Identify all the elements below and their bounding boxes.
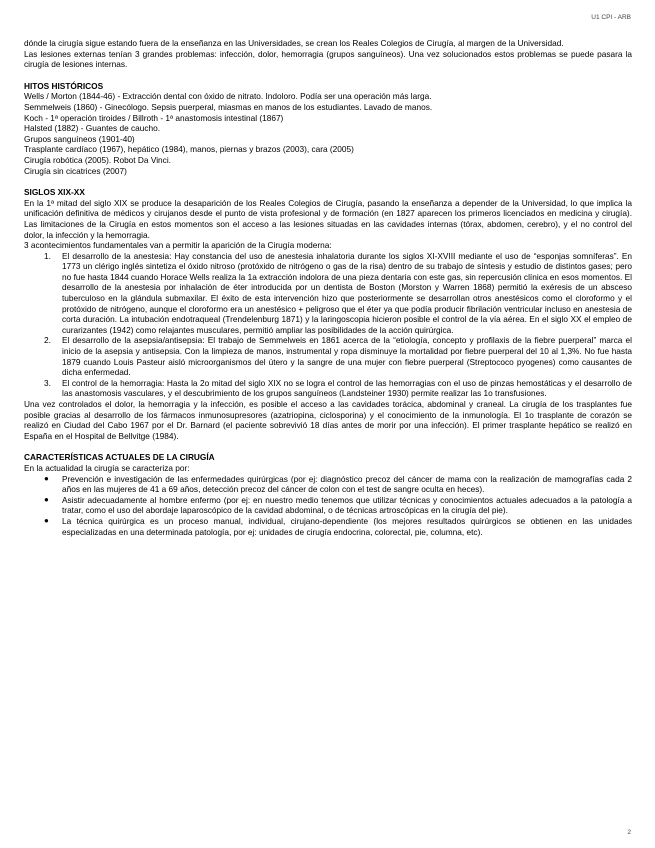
caracteristicas-lead: En la actualidad la cirugía se caracteriza por: — [24, 462, 190, 473]
bullet-icon: ● — [44, 494, 49, 504]
bullet-icon: ● — [44, 515, 49, 525]
list-item-text: El desarrollo de la anestesia: Hay constancia del uso de anestesia inhalatoria durante los siglos XI-XVIII mediante el uso de “esponjas somníferas”. En 1773 un clérigo inglés sintetiza el óxido nitroso (protóxido de nitrógeno o gas de la risa) dentro de su trabajo de síntesis y estudio de distintos gases; pero no fue hasta 1844 cuando Horace Wells realiza la 1a extracción indolora de una pieza dentaria con este gas, sin repercusión clínica en esos momentos. El desarrollo de la anestesia por inhalación de éter introducida por un dentista de Boston (Morston y Warren 1868) permitió la exéresis de un absceso tuberculoso en la glándula submaxilar. El éxito de esta intervención hizo que posteriormente se desarrollan otros anestésicos como el cloroformo y el protóxido de nitrógeno, aunque el cloroformo era un anestésico + peligroso que el éter ya que podía producir fibrilación ventricular incluso en anestesia de corta duración. La intubación endotraqueal (Trendelenburg 1871) y la laringoscopia hicieron posible el control de la vía aérea. En el siglo XX el empleo de curarizantes (1942) como relajantes musculares, permitió ampliar las posibilidades de la acción quirúrgica. — [62, 250, 632, 335]
hito-item: Cirugía sin cicatrices (2007) — [24, 165, 127, 176]
bullet-item — [24, 474, 632, 495]
siglos-paragraph: En la 1ª mitad del siglo XIX se produce la desaparición de los Reales Colegios de Cirugía, pasando la enseñanza a depender de la Universidad, lo que implica la unificación definitiva de médicos y cirujanos desde el punto de vista profesional y de formación (en 1827 aparecen los primeros licenciados en medicina y cirugía). Las limitaciones de la Cirugía en estos momentos son el acceso a las lesiones situadas en las cavidades internas (tórax, abdomen, cerebro), y el no control del dolor, la infección y la hemorragia. — [24, 197, 632, 240]
list-item-text: El control de la hemorragia: Hasta la 2o mitad del siglo XIX no se logra el control de las hemorragias con el uso de pinzas hemostáticas y el desarrollo de las anastomosis vasculares, y el descubrimiento de los grupos sanguíneos (Landsteiner 1930) permite realizar las 1o transfusiones. — [62, 377, 632, 399]
numbered-item — [24, 335, 632, 377]
hito-item: Grupos sanguíneos (1901-40) — [24, 133, 135, 144]
bullet-list — [24, 474, 632, 538]
bullet-item — [24, 516, 632, 537]
intro-paragraph-1: dónde la cirugía sigue estando fuera de la enseñanza en las Universidades, se crean los Reales Colegios de Cirugía, al margen de la Universidad. — [24, 38, 564, 48]
section-heading-caracteristicas: CARACTERÍSTICAS ACTUALES DE LA CIRUGÍA — [24, 452, 215, 463]
numbered-list — [24, 251, 632, 399]
hito-item: Cirugía robótica (2005). Robot Da Vinci. — [24, 154, 171, 165]
intro-paragraph-2: Las lesiones externas tenían 3 grandes problemas: infección, dolor, hemorragia (grupos sanguíneos). Una vez solucionados estos problemas se puede pasara la cirugía de lesiones internas. — [24, 48, 632, 70]
numbered-item — [24, 251, 632, 336]
list-number: 3. — [44, 377, 51, 388]
bullet-icon: ● — [44, 473, 49, 483]
numbered-item — [24, 378, 632, 399]
bullet-item — [24, 495, 632, 516]
list-item-text: La técnica quirúrgica es un proceso manual, individual, cirujano-dependiente (los mejores resultados quirúrgicos se obtienen en las unidades especializadas en una determinada patología, por ej: unidades de cirugía endocrina, colorectal, pie, columna, etc). — [62, 515, 632, 537]
hito-item: Trasplante cardíaco (1967), hepático (1984), manos, piernas y brazos (2003), cara (2005) — [24, 144, 354, 155]
list-item-text: Asistir adecuadamente al hombre enfermo (por ej: en nuestro medio tenemos que utilizar técnicas y conocimientos actuales adecuados a la patología a tratar, como el uso del abordaje laparoscópico de la cavidad abdominal, o de técnicas artroscópicas en la cirugía del pie). — [62, 494, 632, 516]
siglos-lead: 3 acontecimientos fundamentales van a permitir la aparición de la Cirugía moderna: — [24, 240, 332, 251]
list-number: 1. — [44, 250, 51, 261]
hito-item: Semmelweis (1860) - Ginecólogo. Sepsis puerperal, miasmas en manos de los estudiantes. Lavado de manos. — [24, 101, 433, 112]
hito-item: Koch - 1ª operación tiroides / Billroth - 1ª anastomosis intestinal (1867) — [24, 112, 284, 123]
siglos-after-paragraph: Una vez controlados el dolor, la hemorragia y la infección, es posible el acceso a las cavidades torácica, abdominal y craneal. La cirugía de los trasplantes fue posible gracias al desarrollo de los fármacos inmunosupresores (azatriopina, ciclosporina) y el conocimiento de la inmunología. El 1o trasplante de corazón se realizó en Ciudad del Cabo 1967 por el Dr. Barnard (el paciente sobrevivió 18 días antes de morir por una infección). El primer trasplante hepático se realizó en España en el Hospital de Bellvitge (1984). — [24, 399, 632, 441]
hito-item: Wells / Morton (1844-46) - Extracción dental con óxido de nitrato. Indoloro. Podía ser una operación más larga. — [24, 91, 432, 102]
section-heading-hitos: HITOS HISTÓRICOS — [24, 80, 104, 91]
page-content — [24, 38, 632, 537]
page-header: U1 CPI - ARB — [591, 14, 631, 21]
section-heading-siglos: SIGLOS XIX-XX — [24, 187, 85, 198]
list-item-text: El desarrollo de la asepsia/antisepsia: El trabajo de Semmelweis en 1861 acerca de la “etiología, concepto y profilaxis de la fiebre puerperal” marca el inicio de la asepsia y antisepsia. Con la limpieza de manos, instrumental y ropa disminuye la mortalidad por fiebre puerperal del 10 al 1,3%. No fue hasta 1879 cuando Louis Pasteur aisló microorganismos del útero y la sangre de una mujer con fiebre puerperal (Streptococo pyogenes) como causantes de dicha enfermedad. — [62, 335, 632, 378]
list-number: 2. — [44, 335, 51, 346]
page-number: 2 — [627, 829, 631, 836]
list-item-text: Prevención e investigación de las enfermedades quirúrgicas (por ej: diagnóstico precoz del cáncer de mama con la realización de mamografías cada 2 años en las mujeres de 41 a 69 años, detección precoz del cáncer de colon con el test de sangre oculta en heces). — [62, 473, 632, 495]
hito-item: Halsted (1882) - Guantes de caucho. — [24, 123, 161, 134]
